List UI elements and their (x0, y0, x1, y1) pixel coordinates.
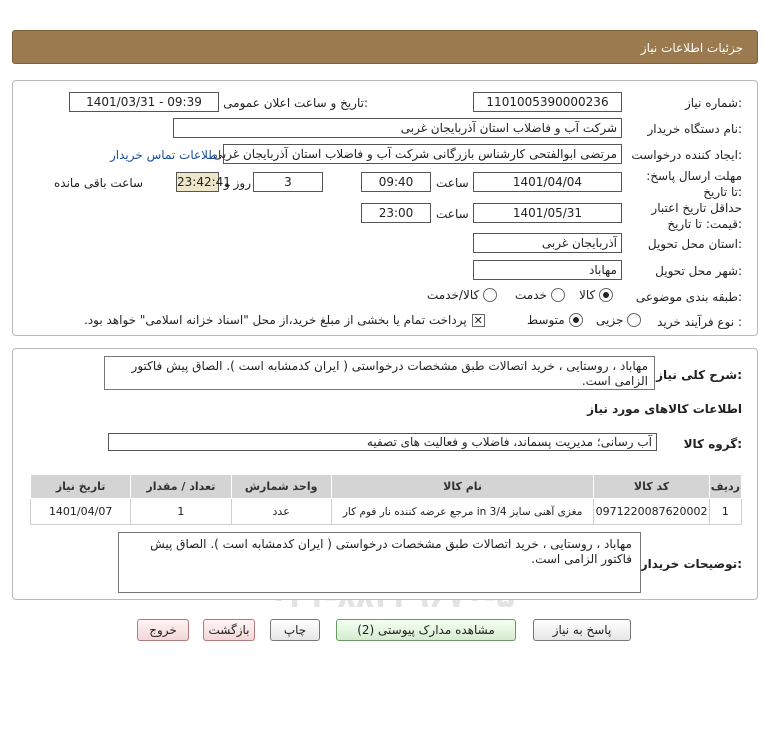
process-radio-minor[interactable] (596, 313, 641, 327)
goods-group-field: آب رسانی؛ مدیریت پسماند، فاضلاب و فعالیت های تصفیه (108, 433, 657, 451)
process-radio-medium[interactable] (527, 313, 583, 327)
col-date: تاریخ نیاز (31, 475, 131, 499)
checkbox-icon[interactable]: ✕ (473, 313, 483, 327)
goods-table-header (31, 475, 742, 499)
city-field: مهاباد (473, 260, 622, 280)
validity-label (646, 200, 742, 232)
validity-date-field: 1401/05/31 (473, 203, 622, 223)
reply-deadline-label (646, 168, 742, 200)
category-radio-service[interactable] (515, 288, 565, 302)
province-field: آذربایجان غربی (473, 233, 622, 253)
buyer-org-label: نام دستگاه خریدار: (647, 122, 742, 136)
radio-selected-icon[interactable] (599, 288, 613, 302)
requester-label: ایجاد کننده درخواست: (631, 148, 742, 162)
category-option-goods: کالا (579, 288, 596, 302)
goods-info-title: اطلاعات کالاهای مورد نیاز (587, 402, 742, 416)
exit-button[interactable]: خروج (137, 619, 189, 641)
cell-row: 1 (709, 499, 741, 525)
cell-unit: عدد (231, 499, 331, 525)
buyer-notes-label: توضیحات خریدار: (640, 557, 742, 571)
announce-field: 1401/03/31 - 09:39 (69, 92, 219, 112)
payment-note: پرداخت تمام یا بخشی از مبلغ خرید،از محل "اسناد خزانه اسلامی" خواهد بود. (84, 313, 467, 327)
print-button[interactable]: چاپ (270, 619, 320, 641)
cell-code: 0971220087620002 (594, 499, 709, 525)
goods-table (30, 474, 742, 525)
buyer-contact-link[interactable]: اطلاعات تماس خریدار (110, 148, 222, 162)
category-radio-goods-service[interactable] (427, 288, 497, 302)
radio-empty-icon[interactable] (483, 288, 497, 302)
col-code: کد کالا (594, 475, 709, 499)
reply-deadline-label-text: مهلت ارسال پاسخ: تا تاریخ: (646, 169, 742, 199)
radio-empty-icon[interactable] (627, 313, 641, 327)
col-qty: تعداد / مقدار (131, 475, 231, 499)
announce-label: تاریخ و ساعت اعلان عمومی: (223, 96, 368, 110)
goods-group-label: گروه کالا: (683, 437, 742, 451)
reply-button[interactable]: پاسخ به نیاز (533, 619, 631, 641)
back-button[interactable]: بازگشت (203, 619, 255, 641)
process-label: نوع فرآیند خرید : (657, 315, 742, 329)
validity-time-field: 23:00 (361, 203, 431, 223)
time-remaining-label: ساعت باقی مانده (54, 176, 144, 190)
summary-text: مهاباد ، روستایی ، خرید اتصالات طبق مشخصات درخواستی ( ایران کدمشابه است ). الصاق پیش فاکتور الزامی است. (131, 359, 648, 388)
attachments-button[interactable]: مشاهده مدارک پیوستی (2) (336, 619, 516, 641)
days-label: روز و (224, 176, 251, 190)
table-row (31, 499, 742, 525)
reply-date-field: 1401/04/04 (473, 172, 622, 192)
reply-time-label: ساعت (436, 176, 469, 190)
need-number-field: 1101005390000236 (473, 92, 622, 112)
cell-qty: 1 (131, 499, 231, 525)
province-label: استان محل تحویل: (647, 237, 742, 251)
validity-label-text: حداقل تاریخ اعتبار قیمت: تا تاریخ: (651, 201, 742, 231)
radio-empty-icon[interactable] (551, 288, 565, 302)
city-label: شهر محل تحویل: (655, 264, 742, 278)
category-label: طبقه بندی موضوعی: (635, 290, 742, 304)
radio-selected-icon[interactable] (569, 313, 583, 327)
category-option-goods-service: کالا/خدمت (427, 288, 480, 302)
payment-treasury-option[interactable] (84, 313, 485, 327)
category-option-service: خدمت (515, 288, 547, 302)
cell-date: 1401/04/07 (31, 499, 131, 525)
cell-name: مغزی آهنی سایز 3/4 in مرجع عرضه کننده نار فوم کار (331, 499, 594, 525)
page-title-bar (12, 30, 758, 64)
summary-label: شرح کلی نیاز: (656, 368, 742, 382)
validity-time-label: ساعت (436, 207, 469, 221)
process-option-medium: متوسط (527, 313, 565, 327)
category-radio-goods[interactable] (579, 288, 613, 302)
summary-box (104, 356, 655, 390)
page-title: جزئیات اطلاعات نیاز (640, 41, 743, 55)
col-unit: واحد شمارش (231, 475, 331, 499)
buyer-org-field: شرکت آب و فاضلاب استان آذربایجان غربی (173, 118, 622, 138)
buyer-notes-text: مهاباد ، روستایی ، خرید اتصالات طبق مشخصات درخواستی ( ایران کدمشابه است ). الصاق پیش فاکتور الزامی است. (150, 537, 632, 566)
requester-field: مرتضی ابوالفتحی کارشناس بازرگانی شرکت آب و فاضلاب استان آذربایجان غربی (223, 144, 622, 164)
time-remaining-field: 23:42:41 (176, 172, 219, 192)
buyer-notes-box (118, 532, 641, 593)
need-number-label: شماره نیاز: (684, 96, 742, 110)
process-option-minor: جزیی (596, 313, 624, 327)
reply-time-field: 09:40 (361, 172, 431, 192)
col-name: نام کالا (331, 475, 594, 499)
col-row: ردیف (709, 475, 741, 499)
days-remaining-field: 3 (253, 172, 323, 192)
